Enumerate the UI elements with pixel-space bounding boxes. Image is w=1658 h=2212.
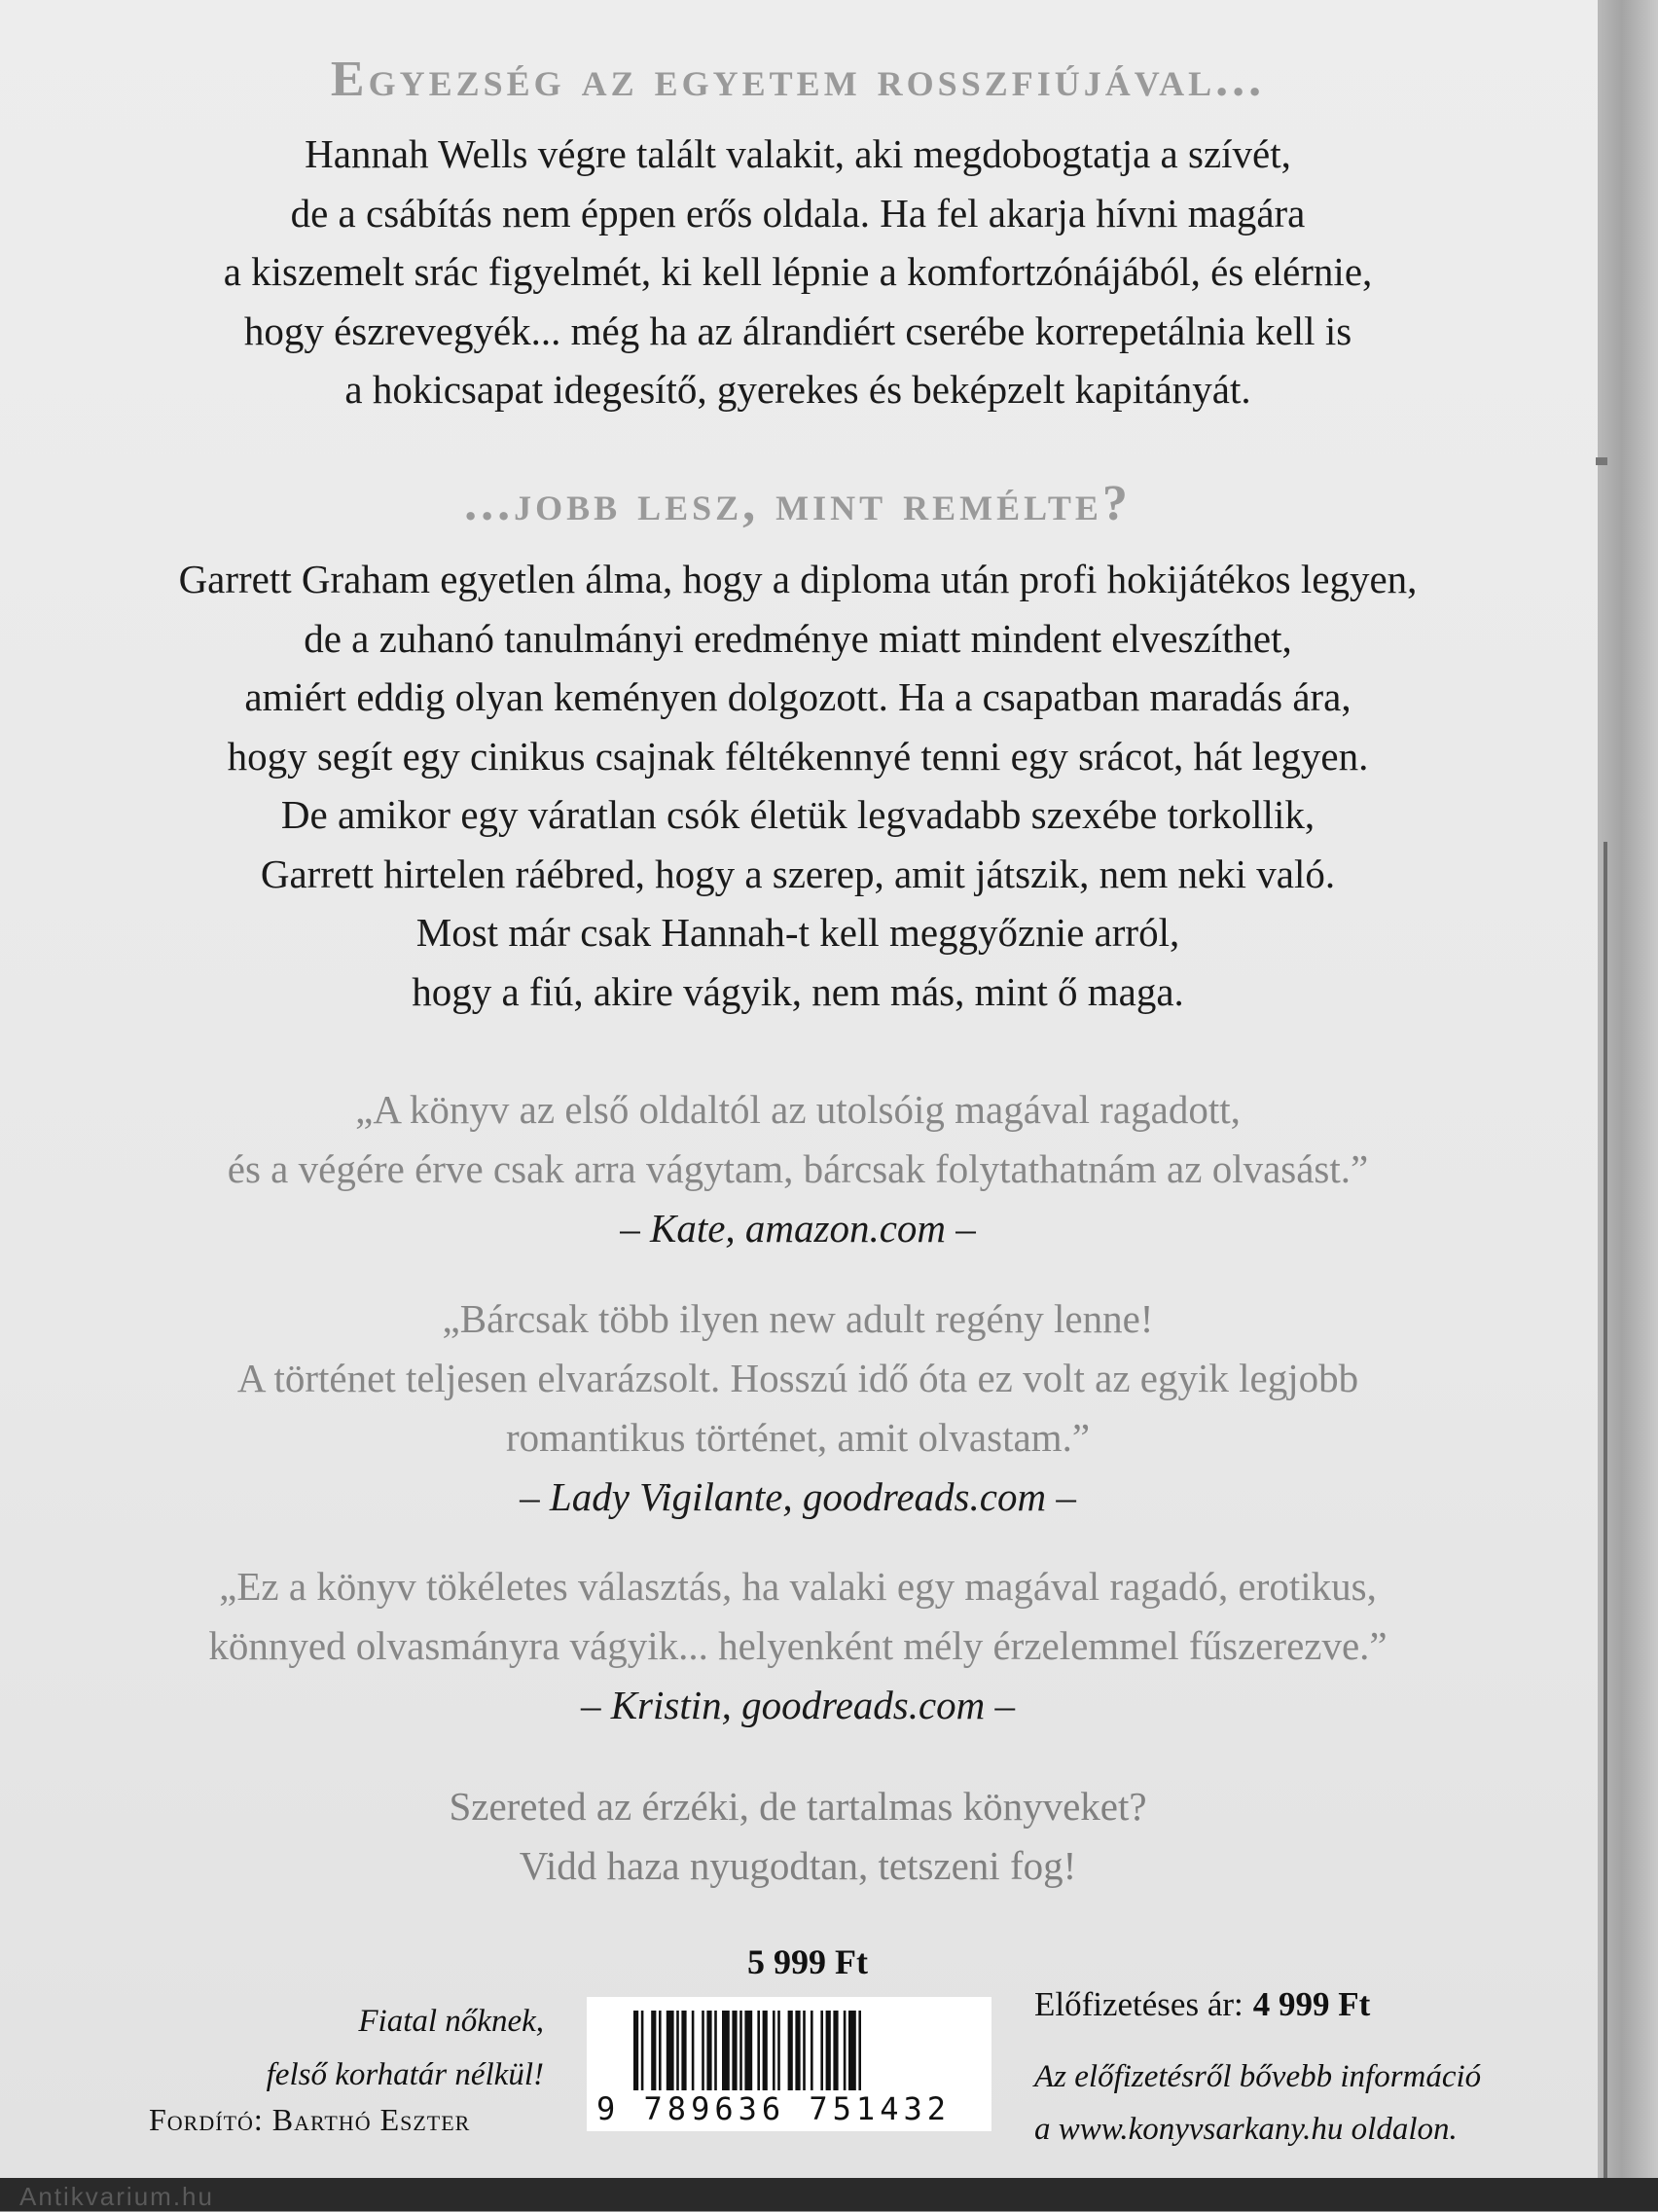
review-1 — [39, 1080, 1557, 1258]
blurb-line: hogy segít egy cinikus csajnak féltékennyé tenni egy srácot, hát legyen. — [227, 733, 1369, 779]
blurb-line: Most már csak Hannah-t kell meggyőznie arról, — [415, 910, 1180, 955]
blurb-line: a kiszemelt srác figyelmét, ki kell lépnie a komfortzónájából, és elérnie, — [223, 249, 1373, 294]
review-line: könnyed olvasmányra vágyik... helyenként mély érzelemmel fűszerezve.” — [208, 1623, 1388, 1668]
audience-note — [267, 1995, 544, 2102]
promo-line: Vidd haza nyugodtan, tetszeni fog! — [519, 1843, 1077, 1888]
spine-notch — [1596, 457, 1607, 465]
blurb-line: De amikor egy váratlan csók életük legvadabb szexébe torkollik, — [280, 792, 1316, 837]
promo-line: Szereted az érzéki, de tartalmas könyveket? — [449, 1784, 1147, 1829]
review-attribution: – Lady Vigilante, goodreads.com – — [520, 1474, 1076, 1519]
audience-line: felső korhatár nélkül! — [266, 2057, 544, 2092]
review-attribution: – Kate, amazon.com – — [620, 1206, 976, 1251]
subscription-price-value: 4 999 Ft — [1252, 1985, 1371, 2023]
barcode-bars — [633, 2011, 964, 2090]
review-2 — [39, 1289, 1557, 1527]
barcode-bar — [702, 2011, 704, 2090]
subscription-label: Előfizetéses ár: — [1034, 1985, 1244, 2023]
blurb-line: de a csábítás nem éppen erős oldala. Ha fel akarja hívni magára — [290, 190, 1306, 236]
blurb-line: amiért eddig olyan keményen dolgozott. Ha a csapatban maradás ára, — [244, 674, 1352, 719]
barcode-bar — [681, 2011, 686, 2090]
barcode-bar — [641, 2011, 644, 2090]
barcode-bar — [777, 2011, 780, 2090]
review-3 — [39, 1557, 1557, 1735]
review-line: és a végére érve csak arra vágytam, bárcsak folytathatnám az olvasást.” — [227, 1146, 1369, 1191]
barcode-bar — [763, 2011, 768, 2090]
barcode-bar — [788, 2011, 793, 2090]
review-line: romantikus történet, amit olvastam.” — [505, 1415, 1091, 1460]
subscription-info — [1034, 2050, 1481, 2156]
barcode-bar — [633, 2011, 638, 2090]
barcode-bar — [858, 2011, 861, 2090]
blurb-line: hogy a fiú, akire vágyik, nem más, mint ő maga. — [412, 968, 1184, 1014]
price-label: 5 999 Ft — [747, 1942, 868, 1981]
barcode-bar — [826, 2011, 831, 2090]
blurb-line: de a zuhanó tanulmányi eredménye miatt mindent elveszíthet, — [304, 615, 1292, 661]
spine-line — [1604, 842, 1607, 2185]
barcode-bar — [651, 2011, 656, 2090]
barcode-bar — [803, 2011, 806, 2090]
barcode-bar — [757, 2011, 760, 2090]
barcode-bar — [706, 2011, 711, 2090]
review-line: „Ez a könyv tökéletes választás, ha valaki egy magával ragadó, erotikus, — [219, 1564, 1377, 1609]
barcode-bar — [676, 2011, 679, 2090]
barcode-bar — [739, 2011, 742, 2090]
heading-2: ...jobb lesz, mint remélte? — [464, 476, 1132, 531]
translator-credit: Fordító: Barthó Eszter — [149, 2102, 471, 2137]
audience-line: Fiatal nőknek, — [358, 2004, 544, 2039]
watermark: Antikvarium.hu — [19, 2182, 214, 2211]
barcode-bar — [714, 2011, 717, 2090]
barcode-bar — [848, 2011, 856, 2090]
review-line: „Bárcsak több ilyen new adult regény lenne! — [442, 1296, 1154, 1341]
review-attribution: – Kristin, goodreads.com – — [580, 1683, 1016, 1727]
barcode-bar — [833, 2011, 838, 2090]
isbn-barcode — [587, 1997, 991, 2131]
blurb-line: a hokicsapat idegesítő, gyerekes és beképzelt kapitányát. — [344, 367, 1251, 412]
barcode-bar — [844, 2011, 847, 2090]
subscription-info-line: Az előfizetésről bővebb információ — [1034, 2059, 1482, 2094]
blurb-garrett — [39, 550, 1557, 1021]
blurb-hannah — [39, 125, 1557, 419]
heading-1: Egyezség az egyetem rosszfiújával... — [330, 52, 1266, 107]
barcode-bar — [667, 2011, 674, 2090]
blurb-line: hogy észrevegyék... még ha az álrandiért cserébe korrepetálnia kell is — [243, 308, 1352, 353]
subscription-price — [1034, 1985, 1370, 2024]
bottom-strip — [0, 2178, 1658, 2211]
barcode-bar — [722, 2011, 730, 2090]
blurb-line: Hannah Wells végre talált valakit, aki megdobogtatja a szívét, — [305, 131, 1291, 176]
review-line: „A könyv az első oldaltól az utolsóig magával ragadott, — [355, 1087, 1241, 1132]
barcode-bar — [659, 2011, 662, 2090]
blurb-line: Garrett Graham egyetlen álma, hogy a diploma után profi hokijátékos legyen, — [178, 557, 1418, 601]
barcode-bar — [811, 2011, 813, 2090]
barcode-bar — [773, 2011, 775, 2090]
barcode-bar — [820, 2011, 823, 2090]
barcode-bar — [732, 2011, 737, 2090]
review-line: A történet teljesen elvarázsolt. Hosszú idő óta ez volt az egyik legjobb — [236, 1356, 1359, 1400]
subscription-info-line: a www.konyvsarkany.hu oldalon. — [1034, 2112, 1458, 2147]
blurb-line: Garrett hirtelen ráébred, hogy a szerep, amit játszik, nem neki való. — [260, 851, 1336, 896]
barcode-bar — [692, 2011, 695, 2090]
promo-text — [39, 1777, 1557, 1896]
isbn-number: 9 789636 751432 — [596, 2090, 951, 2127]
barcode-bar — [795, 2011, 800, 2090]
barcode-bar — [744, 2011, 752, 2090]
